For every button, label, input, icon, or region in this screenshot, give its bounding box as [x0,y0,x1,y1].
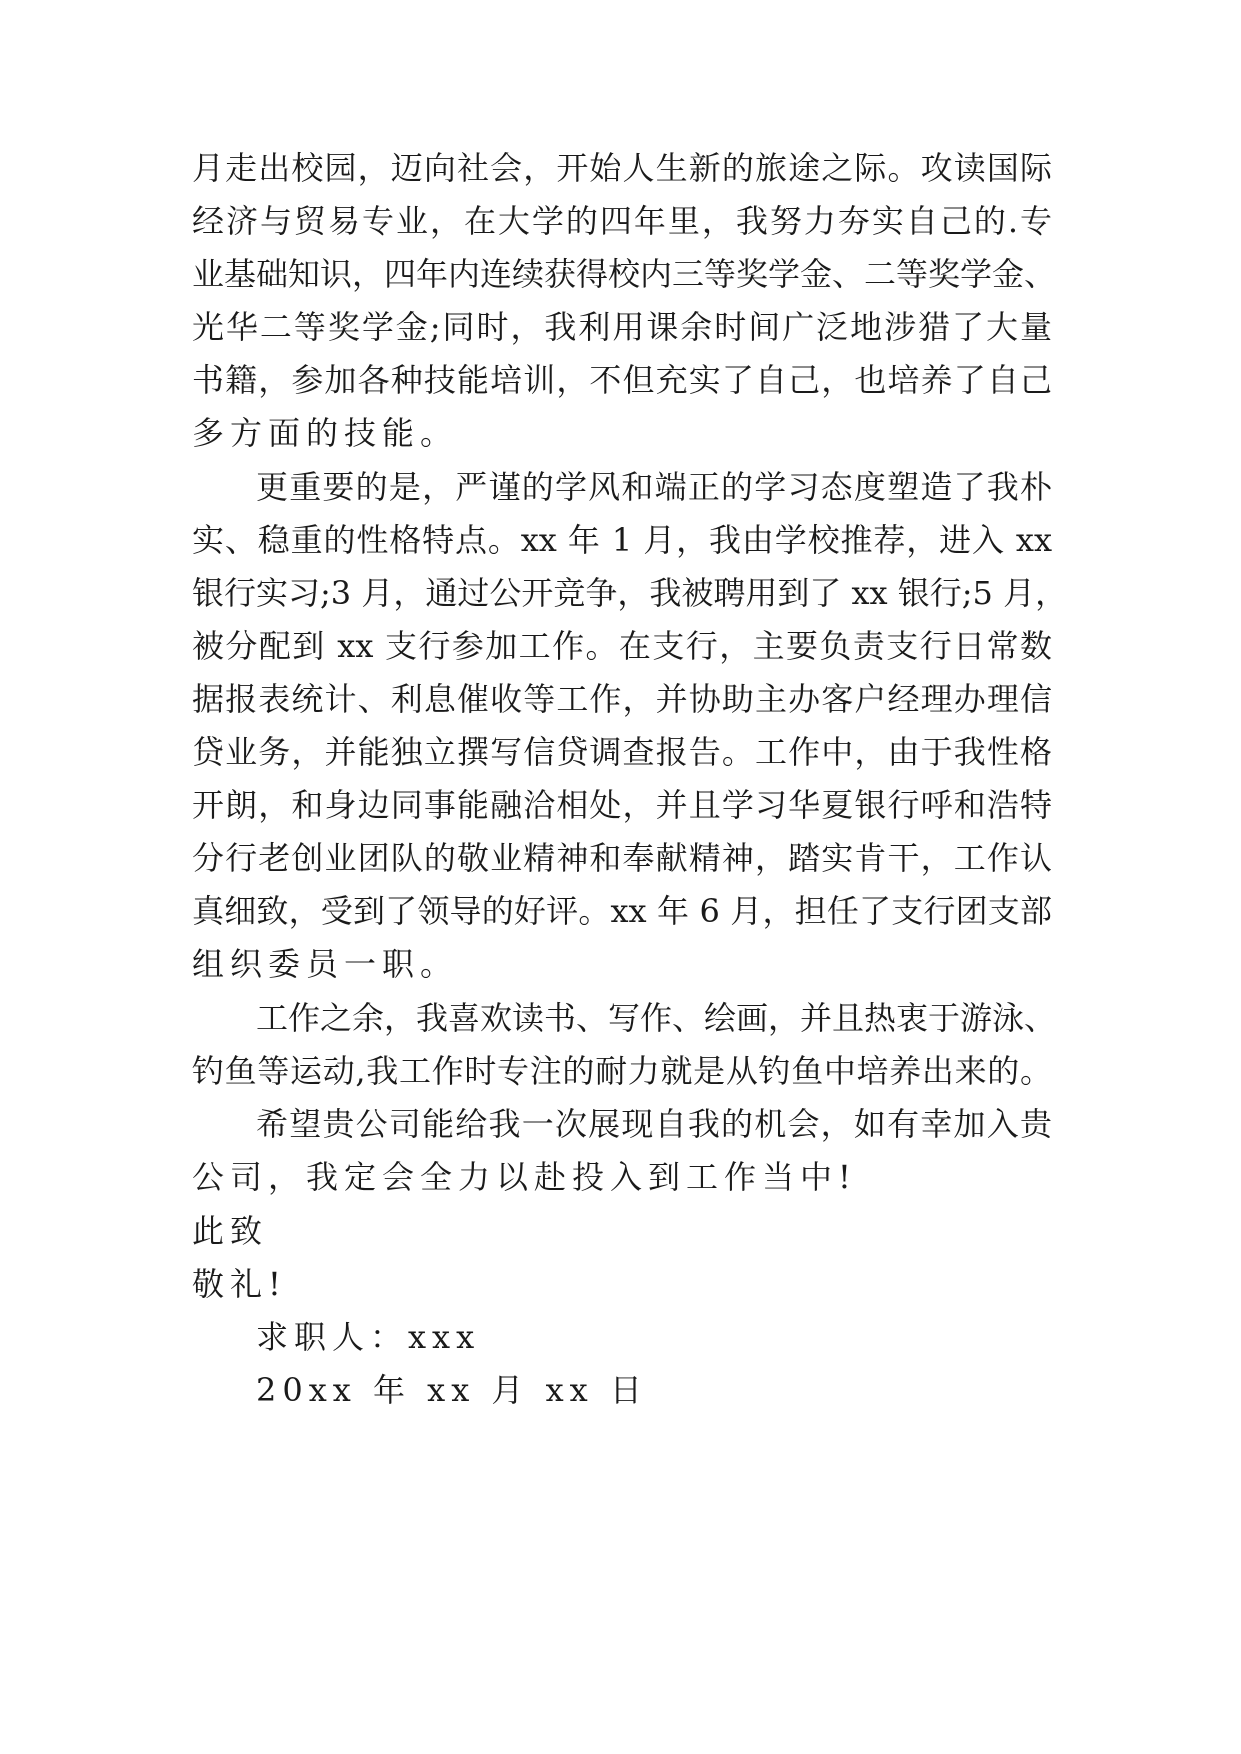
paragraph-2-line-7: 开朗，和身边同事能融洽相处，并且学习华夏银行呼和浩特 [192,786,1052,824]
paragraph-2-line-3: 银行实习;3 月，通过公开竞争，我被聘用到了 xx 银行;5 月， [192,574,1068,612]
paragraph-2-line-1: 更重要的是，严谨的学风和端正的学习态度塑造了我朴 [256,468,1052,506]
paragraph-2-line-6: 贷业务，并能独立撰写信贷调查报告。工作中，由于我性格 [192,733,1052,771]
paragraph-2-line-8: 分行老创业团队的敬业精神和奉献精神，踏实肯干，工作认 [192,839,1052,877]
paragraph-1-line-1: 月走出校园，迈向社会，开始人生新的旅途之际。攻读国际 [192,149,1052,187]
paragraph-3-line-2: 钓鱼等运动,我工作时专注的耐力就是从钓鱼中培养出来的。 [192,1052,1052,1090]
paragraph-2-line-10: 组织委员一职。 [192,945,459,983]
signature-date: 20xx 年 xx 月 xx 日 [256,1371,648,1409]
paragraph-1-line-6: 多方面的技能。 [192,414,459,452]
paragraph-2-line-5: 据报表统计、利息催收等工作，并协助主办客户经理办理信 [192,680,1052,718]
paragraph-1-line-4: 光华二等奖学金;同时，我利用课余时间广泛地涉猎了大量 [192,308,1052,346]
closing-salutation: 此致 [192,1212,269,1250]
paragraph-2-line-9: 真细致，受到了领导的好评。xx 年 6 月，担任了支行团支部 [192,892,1052,930]
paragraph-4-line-1: 希望贵公司能给我一次展现自我的机会，如有幸加入贵 [256,1105,1052,1143]
paragraph-2-line-2: 实、稳重的性格特点。xx 年 1 月，我由学校推荐，进入 xx [192,521,1052,559]
paragraph-3-line-1: 工作之余，我喜欢读书、写作、绘画，并且热衷于游泳、 [256,999,1057,1037]
paragraph-1-line-2: 经济与贸易专业，在大学的四年里，我努力夯实自己的.专 [192,202,1052,240]
paragraph-4-line-2: 公司，我定会全力以赴投入到工作当中! [192,1158,857,1196]
signature-applicant: 求职人：xxx [256,1318,481,1356]
paragraph-2-line-4: 被分配到 xx 支行参加工作。在支行，主要负责支行日常数 [192,627,1052,665]
paragraph-1-line-5: 书籍，参加各种技能培训，不但充实了自己，也培养了自己 [192,361,1052,399]
closing-regards: 敬礼! [192,1265,287,1303]
paragraph-1-line-3: 业基础知识，四年内连续获得校内三等奖学金、二等奖学金、 [192,255,1057,293]
